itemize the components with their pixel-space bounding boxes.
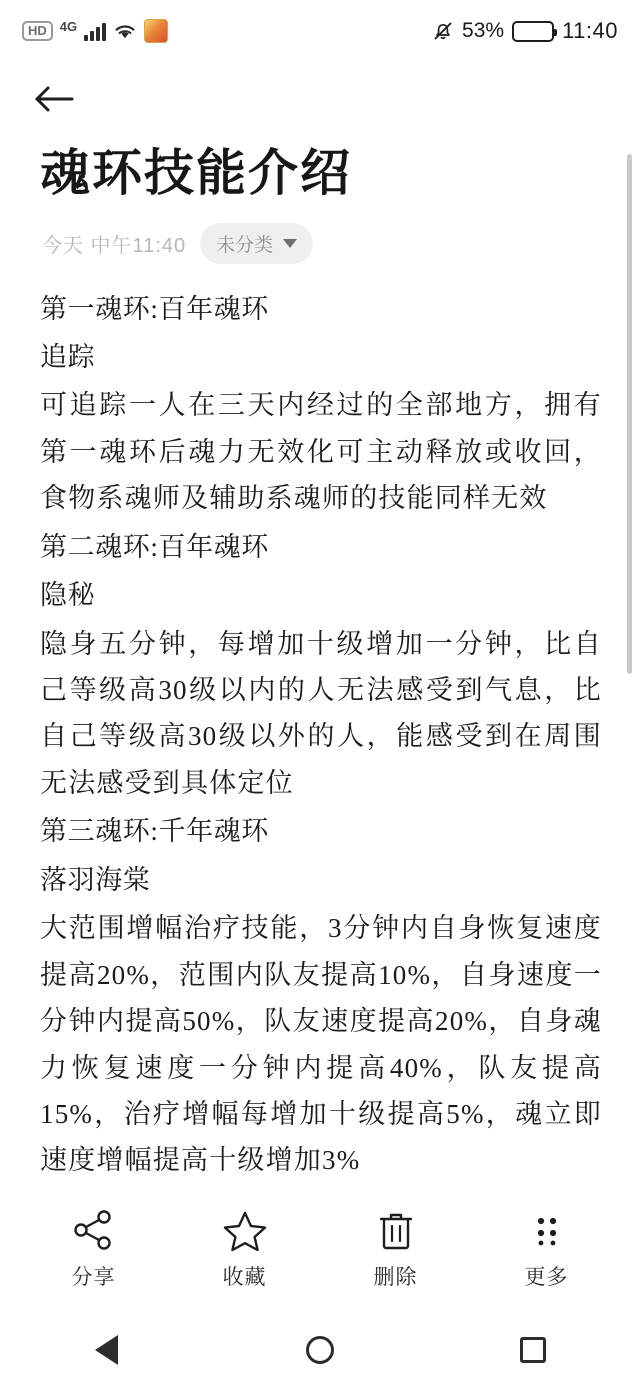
wifi-icon [113,21,137,41]
category-selector[interactable] [200,223,313,264]
note-paragraph: 第二魂环:百年魂环 [40,531,269,562]
status-bar-clock: 11:40 [562,18,618,43]
note-paragraph: 可追踪一人在三天内经过的全部地方，拥有第一魂环后魂力无效化可主动释放或收回，食物系魂师及辅助系魂师的技能同样无效 [40,390,602,514]
trash-icon [373,1209,419,1251]
share-label: 分享 [71,1265,116,1289]
signal-bars-icon [84,21,106,41]
more-label: 更多 [524,1265,569,1289]
nav-back-button[interactable] [67,1327,147,1373]
status-bar-left [22,19,168,43]
page-title: 魂环技能介绍 [40,145,352,201]
more-dots-icon [524,1209,570,1251]
bell-muted-icon [432,20,454,42]
back-arrow-icon[interactable] [32,82,76,116]
note-paragraph: 落羽海棠 [40,864,151,895]
category-label: 未分类 [216,234,274,256]
status-bar [0,0,640,62]
star-icon [222,1209,268,1251]
note-paragraph: 大范围增幅治疗技能，3分钟内自身恢复速度提高20%，范围内队友提高10%，自身速度一分钟内提高50%，队友速度提高20%，自身魂力恢复速度一分钟内提高40%，队友提高15%，治疗增幅每增加十级提高5%，魂立即速度增幅提高十级增加3% [40,913,602,1176]
note-meta [42,223,602,264]
bottom-toolbar [0,1193,640,1313]
hd-icon: HD [22,21,53,41]
chevron-down-icon [283,239,297,248]
share-icon [71,1209,117,1251]
nav-home-button[interactable] [280,1327,360,1373]
system-nav-bar [0,1313,640,1387]
note-body [40,286,602,1184]
note-timestamp: 今天 中午11:40 [42,234,187,257]
nav-back-triangle-icon [95,1335,118,1365]
nav-recents-square-icon [520,1337,546,1363]
note-paragraph: 第三魂环:千年魂环 [40,816,269,847]
app-icon [144,19,168,43]
favorite-button[interactable] [185,1209,305,1291]
delete-button[interactable] [336,1209,456,1291]
delete-label: 删除 [373,1265,418,1289]
more-button[interactable] [487,1209,607,1291]
favorite-label: 收藏 [222,1265,267,1289]
note-paragraph: 隐秘 [40,580,96,611]
battery-icon [512,21,554,42]
note-paragraph: 追踪 [40,341,96,372]
network-type-label: 4G [59,18,78,34]
note-paragraph: 第一魂环:百年魂环 [40,293,269,324]
note-paragraph: 隐身五分钟，每增加十级增加一分钟，比自己等级高30级以内的人无法感受到气息，比自己等级高30级以外的人，能感受到在周围无法感受到具体定位 [40,628,602,798]
scrollbar-thumb[interactable] [627,154,632,674]
note-content[interactable] [0,136,640,1193]
top-bar [0,62,640,136]
battery-percent-label: 53% [462,19,505,42]
share-button[interactable] [34,1209,154,1291]
nav-home-circle-icon [306,1336,334,1364]
nav-recents-button[interactable] [493,1327,573,1373]
status-bar-right [432,18,618,44]
scrollbar-track[interactable] [631,142,636,1193]
